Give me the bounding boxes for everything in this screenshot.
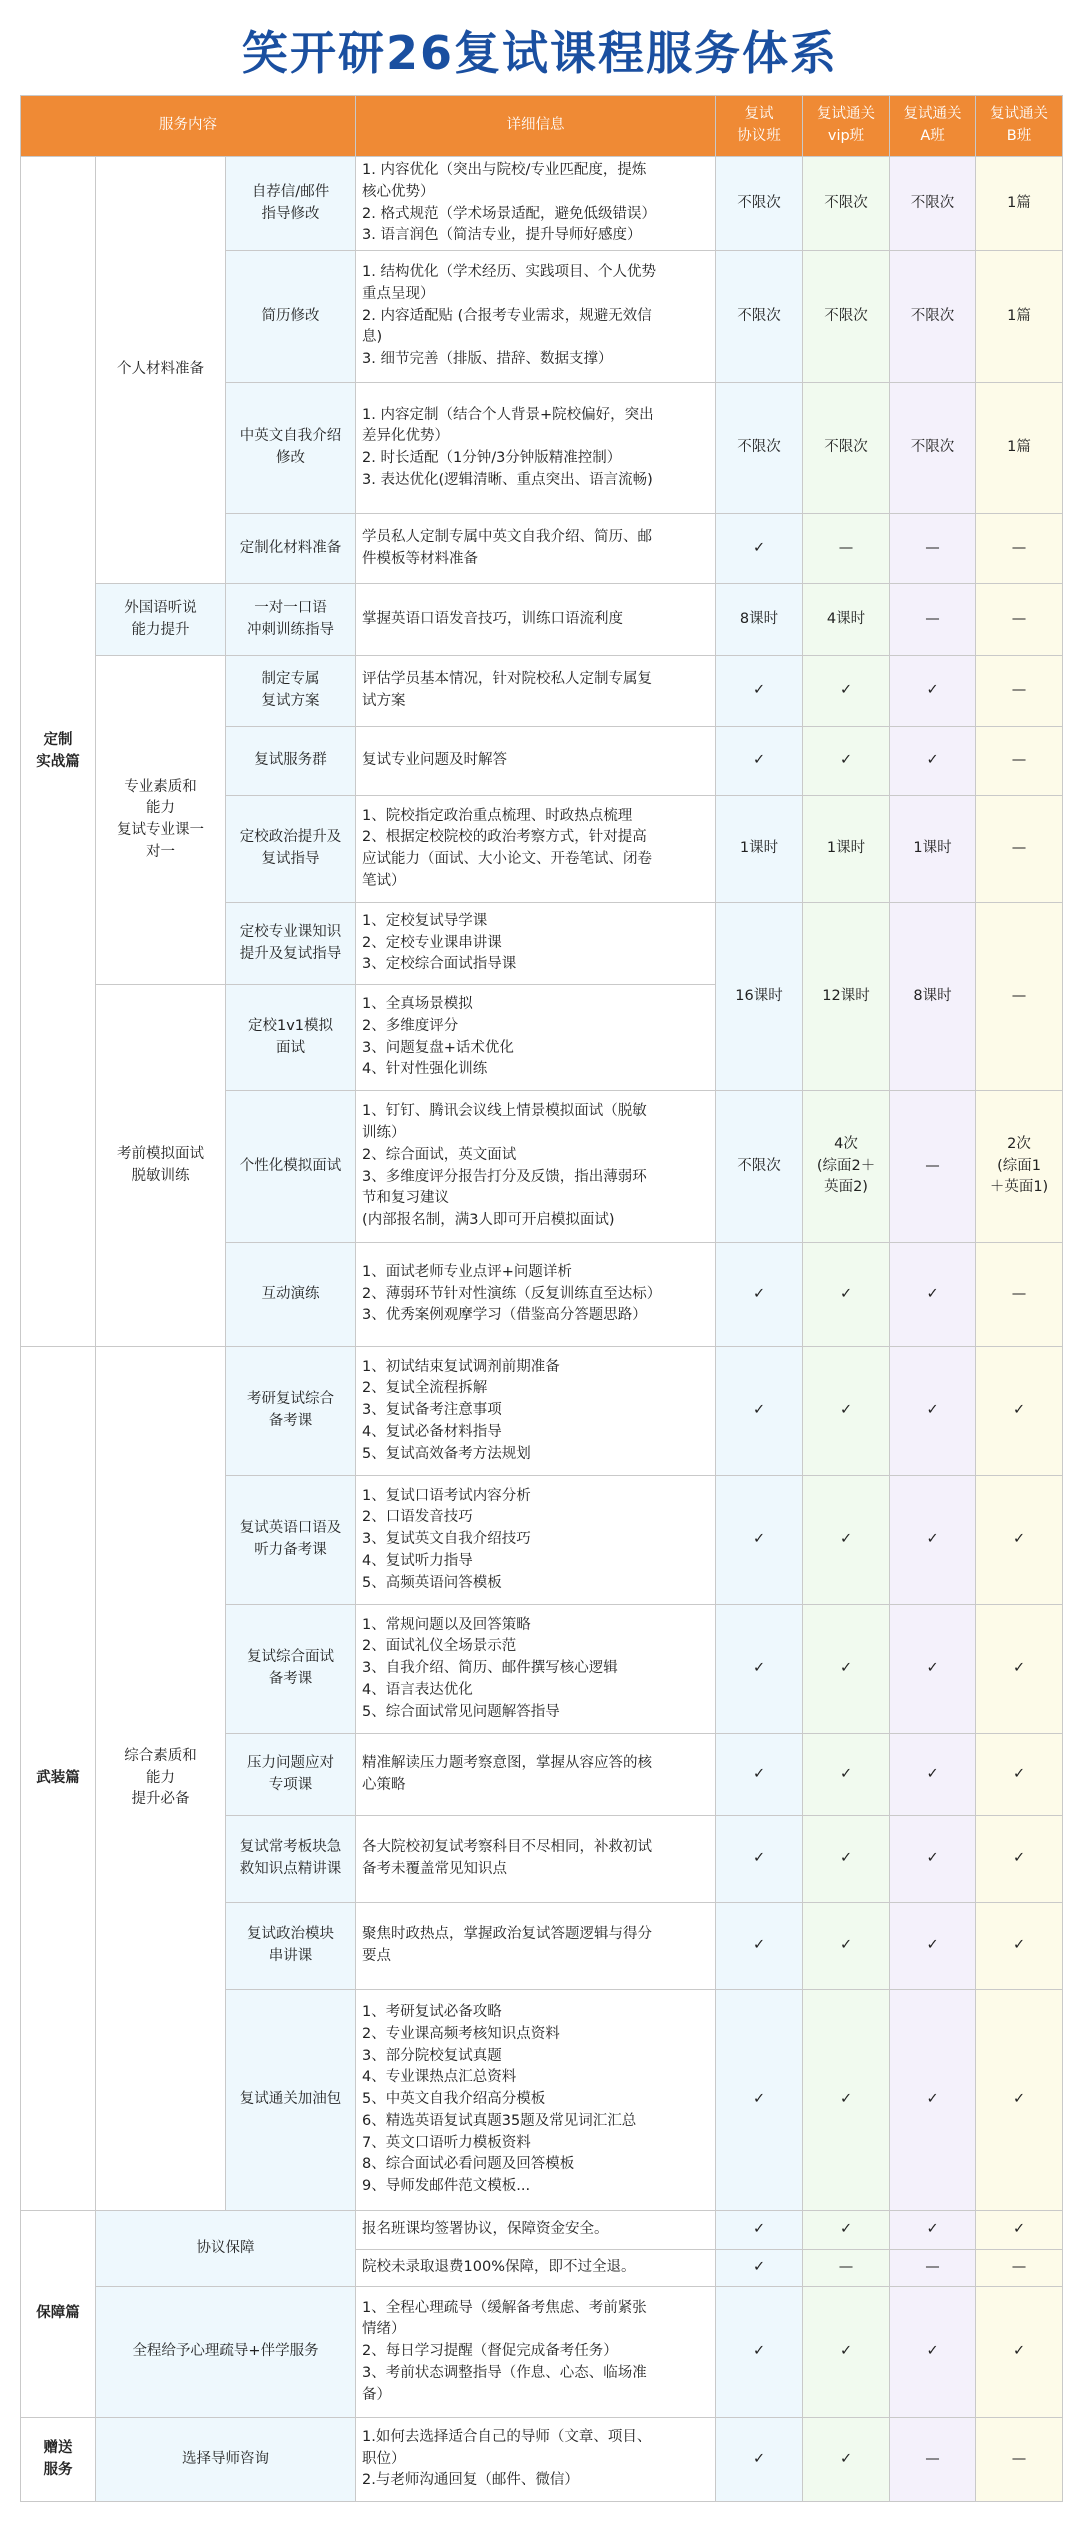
detail-cell: 报名班课均签署协议，保障资金安全。: [356, 2211, 716, 2250]
title-bar: [0, 0, 1080, 100]
value-cell: ✓: [803, 1347, 890, 1476]
value-cell: ✓: [976, 1476, 1063, 1605]
value-cell: ✓: [803, 1476, 890, 1605]
value-cell: ✓: [803, 1605, 890, 1734]
value-cell: 不限次: [890, 251, 976, 383]
value-cell: 不限次: [716, 251, 803, 383]
value-cell: —: [890, 2418, 976, 2502]
table-row: [21, 2418, 1063, 2502]
value-cell: ✓: [716, 2287, 803, 2418]
value-cell: ✓: [890, 1347, 976, 1476]
value-cell: ✓: [890, 2211, 976, 2250]
value-cell: ✓: [716, 2250, 803, 2287]
table-row: [21, 656, 1063, 727]
value-cell: ✓: [716, 1816, 803, 1903]
service-table: [20, 95, 1063, 2502]
value-cell: ✓: [716, 2418, 803, 2502]
value-cell: 12课时: [803, 903, 890, 1091]
value-cell: —: [976, 656, 1063, 727]
value-cell: ✓: [803, 656, 890, 727]
value-cell: ✓: [976, 1347, 1063, 1476]
header-col4: 复试通关 B班: [976, 96, 1063, 157]
detail-cell: 1.如何去选择适合自己的导师（文章、项目、 职位） 2.与老师沟通回复（邮件、微信）: [356, 2418, 716, 2502]
value-cell: —: [890, 2250, 976, 2287]
value-cell: ✓: [976, 1605, 1063, 1734]
section-label: 保障篇: [21, 2211, 96, 2418]
value-cell: —: [890, 584, 976, 656]
header-col1: 复试 协议班: [716, 96, 803, 157]
value-cell: ✓: [976, 2287, 1063, 2418]
subitem-label: 定校政治提升及 复试指导: [226, 796, 356, 903]
value-cell: 不限次: [803, 157, 890, 251]
value-cell: ✓: [890, 656, 976, 727]
value-cell: ✓: [803, 2418, 890, 2502]
detail-cell: 学员私人定制专属中英文自我介绍、简历、邮 件模板等材料准备: [356, 514, 716, 584]
value-cell: ✓: [890, 1476, 976, 1605]
value-cell: —: [890, 514, 976, 584]
value-cell: ✓: [803, 1903, 890, 1990]
detail-cell: 1、考研复试必备攻略 2、专业课高频考核知识点资料 3、部分院校复试真题 4、专业课热点汇总资料 5、中英文自我介绍高分模板 6、精选英语复试真题35题及常见词汇汇总 7、英文口语听力模板资料 8、综合面试必看问题及回答模板 9、导师发邮件范文模板...: [356, 1990, 716, 2211]
table-row: [21, 584, 1063, 656]
detail-cell: 1. 结构优化（学术经历、实践项目、个人优势 重点呈现） 2. 内容适配贴 (合报考专业需求，规避无效信 息) 3. 细节完善（排版、措辞、数据支撑）: [356, 251, 716, 383]
value-cell: ✓: [803, 1734, 890, 1816]
detail-cell: 1. 内容定制（结合个人背景+院校偏好，突出 差异化优势） 2. 时长适配（1分钟/3分钟版精准控制） 3. 表达优化(逻辑清晰、重点突出、语言流畅): [356, 383, 716, 514]
value-cell: ✓: [890, 1816, 976, 1903]
value-cell: 不限次: [803, 251, 890, 383]
subitem-label: 压力问题应对 专项课: [226, 1734, 356, 1816]
value-cell: ✓: [890, 1243, 976, 1347]
value-cell: 1篇: [976, 157, 1063, 251]
detail-cell: 1、定校复试导学课 2、定校专业课串讲课 3、定校综合面试指导课: [356, 903, 716, 985]
detail-cell: 1、全真场景模拟 2、多维度评分 3、问题复盘+话术优化 4、针对性强化训练: [356, 985, 716, 1091]
value-cell: ✓: [803, 2211, 890, 2250]
section-label: 定制 实战篇: [21, 157, 96, 1347]
value-cell: ✓: [716, 1243, 803, 1347]
subitem-label: 定校专业课知识 提升及复试指导: [226, 903, 356, 985]
value-cell: ✓: [716, 514, 803, 584]
value-cell: ✓: [890, 1903, 976, 1990]
subitem-label: 复试政治模块 串讲课: [226, 1903, 356, 1990]
detail-cell: 1、初试结束复试调剂前期准备 2、复试全流程拆解 3、复试备考注意事项 4、复试必备材料指导 5、复试高效备考方法规划: [356, 1347, 716, 1476]
value-cell: —: [976, 584, 1063, 656]
value-cell: ✓: [890, 727, 976, 796]
value-cell: 16课时: [716, 903, 803, 1091]
value-cell: 不限次: [716, 1091, 803, 1243]
page-title: 笑开研26复试课程服务体系: [241, 26, 838, 80]
detail-cell: 1、全程心理疏导（缓解备考焦虑、考前紧张 情绪） 2、每日学习提醒（督促完成备考任务） 3、考前状态调整指导（作息、心态、临场准 备）: [356, 2287, 716, 2418]
section-label: 武装篇: [21, 1347, 96, 2211]
value-cell: 8课时: [716, 584, 803, 656]
value-cell: ✓: [716, 727, 803, 796]
table-row: [21, 2287, 1063, 2418]
header-col3: 复试通关 A班: [890, 96, 976, 157]
detail-cell: 掌握英语口语发音技巧，训练口语流利度: [356, 584, 716, 656]
value-cell: ✓: [716, 2211, 803, 2250]
detail-cell: 1. 内容优化（突出与院校/专业匹配度，提炼 核心优势） 2. 格式规范（学术场景适配，避免低级错误） 3. 语言润色（简洁专业，提升导师好感度）: [356, 157, 716, 251]
value-cell: 不限次: [716, 157, 803, 251]
value-cell: —: [890, 1091, 976, 1243]
value-cell: ✓: [890, 1990, 976, 2211]
subitem-label: 一对一口语 冲刺训练指导: [226, 584, 356, 656]
detail-cell: 聚焦时政热点，掌握政治复试答题逻辑与得分 要点: [356, 1903, 716, 1990]
subitem-label: 定校1v1模拟 面试: [226, 985, 356, 1091]
value-cell: 4次 (综面2＋ 英面2): [803, 1091, 890, 1243]
detail-cell: 精准解读压力题考察意图，掌握从容应答的核 心策略: [356, 1734, 716, 1816]
header-col2: 复试通关 vip班: [803, 96, 890, 157]
value-cell: 2次 (综面1 ＋英面1): [976, 1091, 1063, 1243]
subitem-label: 复试综合面试 备考课: [226, 1605, 356, 1734]
value-cell: 不限次: [803, 383, 890, 514]
value-cell: ✓: [716, 1347, 803, 1476]
detail-cell: 院校未录取退费100%保障，即不过全退。: [356, 2250, 716, 2287]
category-label: 外国语听说 能力提升: [96, 584, 226, 656]
header-detail: 详细信息: [356, 96, 716, 157]
value-cell: 8课时: [890, 903, 976, 1091]
subitem-label: 简历修改: [226, 251, 356, 383]
value-cell: ✓: [890, 1605, 976, 1734]
value-cell: —: [976, 1243, 1063, 1347]
value-cell: 1课时: [803, 796, 890, 903]
value-cell: ✓: [716, 1605, 803, 1734]
value-cell: —: [976, 727, 1063, 796]
subitem-label: 考研复试综合 备考课: [226, 1347, 356, 1476]
detail-cell: 评估学员基本情况，针对院校私人定制专属复 试方案: [356, 656, 716, 727]
subitem-label: 复试英语口语及 听力备考课: [226, 1476, 356, 1605]
value-cell: —: [976, 2418, 1063, 2502]
header-service: 服务内容: [21, 96, 356, 157]
value-cell: —: [976, 514, 1063, 584]
category-label: 考前模拟面试 脱敏训练: [96, 985, 226, 1347]
subitem-label: 复试通关加油包: [226, 1990, 356, 2211]
value-cell: ✓: [803, 1816, 890, 1903]
value-cell: ✓: [803, 727, 890, 796]
value-cell: ✓: [976, 1816, 1063, 1903]
subitem-label: 自荐信/邮件 指导修改: [226, 157, 356, 251]
subitem-label: 复试常考板块急 救知识点精讲课: [226, 1816, 356, 1903]
value-cell: —: [803, 514, 890, 584]
category-label: 综合素质和 能力 提升必备: [96, 1347, 226, 2211]
value-cell: 1篇: [976, 251, 1063, 383]
header-row: [21, 96, 1063, 157]
subitem-label: 个性化模拟面试: [226, 1091, 356, 1243]
table-row: [21, 1347, 1063, 1476]
value-cell: ✓: [890, 1734, 976, 1816]
value-cell: —: [976, 903, 1063, 1091]
detail-cell: 1、院校指定政治重点梳理、时政热点梳理 2、根据定校院校的政治考察方式，针对提高 应试能力（面试、大小论文、开卷笔试、闭卷 笔试）: [356, 796, 716, 903]
subitem-label: 制定专属 复试方案: [226, 656, 356, 727]
value-cell: ✓: [803, 1243, 890, 1347]
value-cell: 1课时: [716, 796, 803, 903]
category-label: 专业素质和 能力 复试专业课一 对一: [96, 656, 226, 985]
subitem-label: 互动演练: [226, 1243, 356, 1347]
table-row: [21, 157, 1063, 251]
value-cell: ✓: [716, 1990, 803, 2211]
value-cell: ✓: [803, 2287, 890, 2418]
detail-cell: 1、钉钉、腾讯会议线上情景模拟面试（脱敏 训练） 2、综合面试，英文面试 3、多维度评分报告打分及反馈，指出薄弱环 节和复习建议 (内部报名制，满3人即可开启模拟面试): [356, 1091, 716, 1243]
value-cell: 4课时: [803, 584, 890, 656]
value-cell: ✓: [716, 1903, 803, 1990]
value-cell: —: [976, 2250, 1063, 2287]
detail-cell: 复试专业问题及时解答: [356, 727, 716, 796]
value-cell: ✓: [716, 1476, 803, 1605]
value-cell: ✓: [890, 2287, 976, 2418]
value-cell: ✓: [803, 1990, 890, 2211]
detail-cell: 1、复试口语考试内容分析 2、口语发音技巧 3、复试英文自我介绍技巧 4、复试听力指导 5、高频英语问答模板: [356, 1476, 716, 1605]
value-cell: 不限次: [890, 383, 976, 514]
category-label: 全程给予心理疏导+伴学服务: [96, 2287, 356, 2418]
category-label: 个人材料准备: [96, 157, 226, 584]
value-cell: ✓: [976, 1903, 1063, 1990]
detail-cell: 各大院校初复试考察科目不尽相同，补救初试 备考未覆盖常见知识点: [356, 1816, 716, 1903]
value-cell: ✓: [976, 1734, 1063, 1816]
detail-cell: 1、常规问题以及回答策略 2、面试礼仪全场景示范 3、自我介绍、简历、邮件撰写核心逻辑 4、语言表达优化 5、综合面试常见问题解答指导: [356, 1605, 716, 1734]
category-label: 选择导师咨询: [96, 2418, 356, 2502]
value-cell: ✓: [716, 656, 803, 727]
subitem-label: 复试服务群: [226, 727, 356, 796]
value-cell: —: [976, 796, 1063, 903]
value-cell: ✓: [976, 1990, 1063, 2211]
value-cell: 1篇: [976, 383, 1063, 514]
category-label: 协议保障: [96, 2211, 356, 2287]
value-cell: ✓: [976, 2211, 1063, 2250]
value-cell: 不限次: [890, 157, 976, 251]
value-cell: 1课时: [890, 796, 976, 903]
value-cell: —: [803, 2250, 890, 2287]
subitem-label: 中英文自我介绍 修改: [226, 383, 356, 514]
subitem-label: 定制化材料准备: [226, 514, 356, 584]
value-cell: 不限次: [716, 383, 803, 514]
detail-cell: 1、面试老师专业点评+问题详析 2、薄弱环节针对性演练（反复训练直至达标） 3、优秀案例观摩学习（借鉴高分答题思路）: [356, 1243, 716, 1347]
section-label: 赠送 服务: [21, 2418, 96, 2502]
table-row: [21, 2211, 1063, 2250]
value-cell: ✓: [716, 1734, 803, 1816]
